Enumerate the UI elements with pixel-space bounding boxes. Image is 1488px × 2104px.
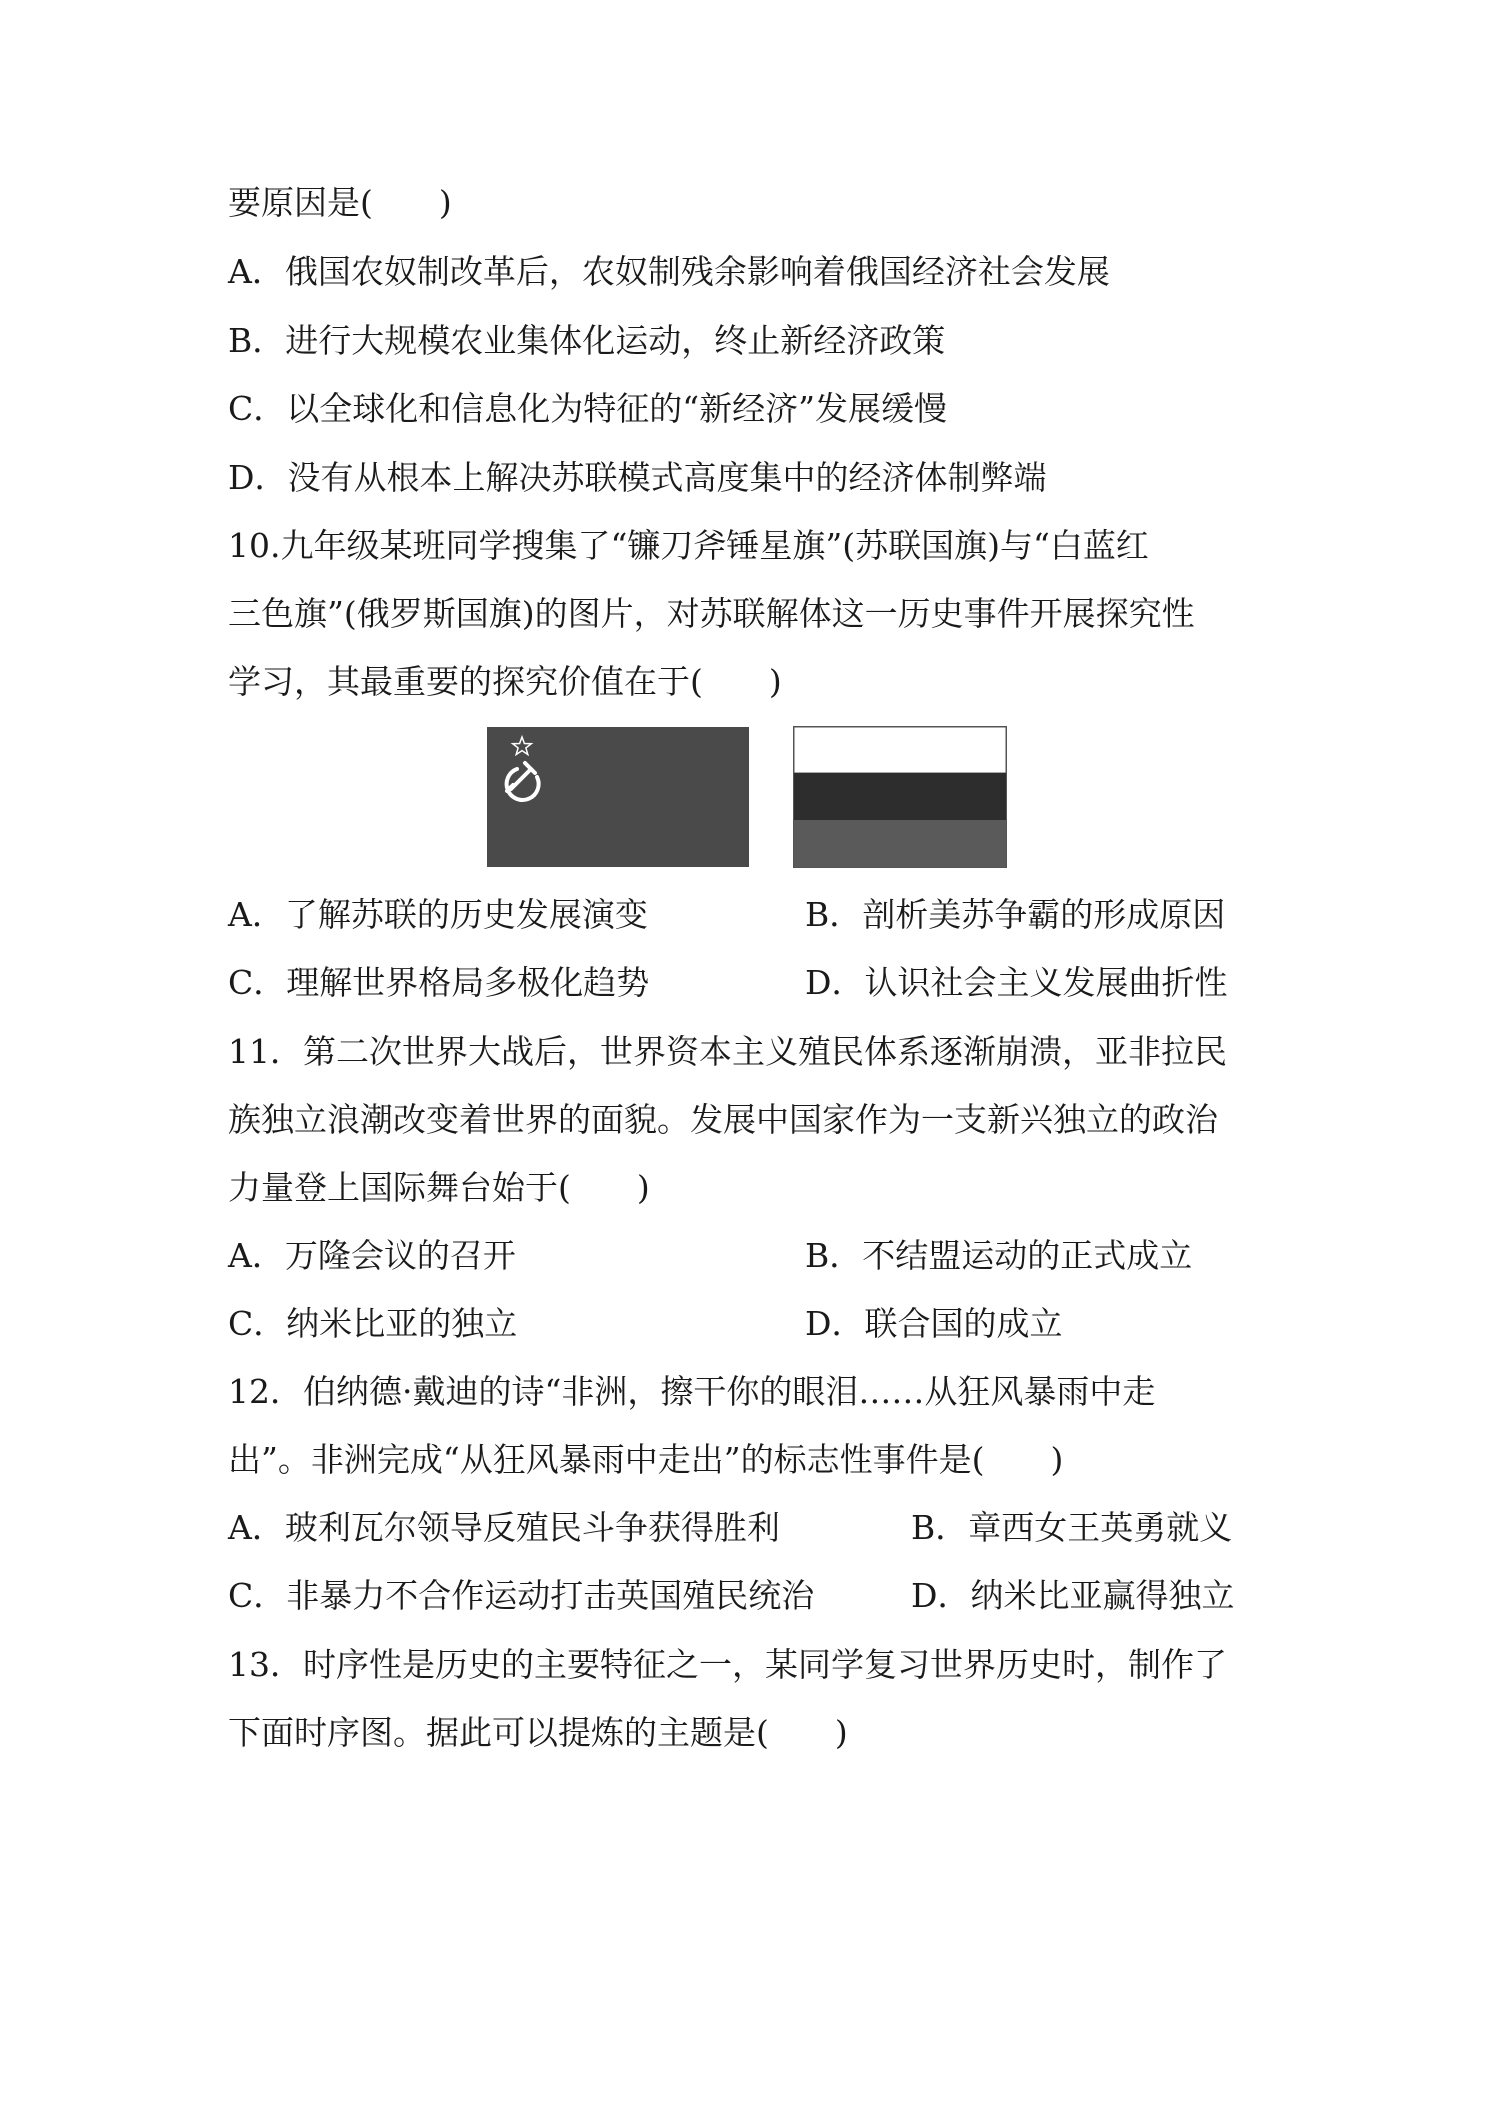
soviet-flag-image: [487, 727, 749, 867]
q9-option-d: D．没有从根本上解决苏联模式高度集中的经济体制弊端: [228, 458, 1047, 497]
russia-flag-image: [793, 726, 1007, 868]
q10-stem-line1: 10.九年级某班同学搜集了“镰刀斧锤星旗”(苏联国旗)与“白蓝红: [228, 526, 1149, 565]
q13-stem-line2: 下面时序图。据此可以提炼的主题是( ): [228, 1713, 848, 1752]
q12-option-d: D．纳米比亚赢得独立: [911, 1576, 1235, 1615]
russia-flag-gray-stripe: [794, 820, 1006, 867]
q13-stem-line1: 13．时序性是历史的主要特征之一，某同学复习世界历史时，制作了: [228, 1645, 1227, 1684]
q9-stem-tail: 要原因是( ): [228, 183, 452, 222]
q12-option-b: B．章西女王英勇就义: [911, 1508, 1233, 1547]
q12-option-a: A．玻利瓦尔领导反殖民斗争获得胜利: [228, 1508, 780, 1547]
q10-option-c: C．理解世界格局多极化趋势: [228, 963, 650, 1002]
q12-stem-line2: 出”。非洲完成“从狂风暴雨中走出”的标志性事件是( ): [228, 1440, 1064, 1479]
q10-stem-line2: 三色旗”(俄罗斯国旗)的图片，对苏联解体这一历史事件开展探究性: [228, 594, 1195, 633]
q12-stem-line1: 12．伯纳德·戴迪的诗“非洲，擦干你的眼泪……从狂风暴雨中走: [228, 1372, 1156, 1411]
q12-option-c: C．非暴力不合作运动打击英国殖民统治: [228, 1576, 815, 1615]
q11-option-b: B．不结盟运动的正式成立: [805, 1236, 1193, 1275]
q11-stem-line3: 力量登上国际舞台始于( ): [228, 1168, 650, 1207]
q10-option-b: B．剖析美苏争霸的形成原因: [805, 895, 1226, 934]
q11-option-c: C．纳米比亚的独立: [228, 1304, 518, 1343]
q10-option-a: A．了解苏联的历史发展演变: [228, 895, 648, 934]
q11-option-d: D．联合国的成立: [805, 1304, 1063, 1343]
q10-option-d: D．认识社会主义发展曲折性: [805, 963, 1228, 1002]
russia-flag-white-stripe: [794, 727, 1006, 773]
russia-flag-dark-stripe: [794, 773, 1006, 820]
q11-stem-line2: 族独立浪潮改变着世界的面貌。发展中国家作为一支新兴独立的政治: [228, 1100, 1218, 1139]
q10-stem-line3: 学习，其最重要的探究价值在于( ): [228, 662, 782, 701]
q11-stem-line1: 11．第二次世界大战后，世界资本主义殖民体系逐渐崩溃，亚非拉民: [228, 1032, 1227, 1071]
q9-option-a: A．俄国农奴制改革后，农奴制残余影响着俄国经济社会发展: [228, 252, 1110, 291]
q9-option-c: C．以全球化和信息化为特征的“新经济”发展缓慢: [228, 389, 947, 428]
q11-option-a: A．万隆会议的召开: [228, 1236, 516, 1275]
q9-option-b: B．进行大规模农业集体化运动，终止新经济政策: [228, 321, 946, 360]
